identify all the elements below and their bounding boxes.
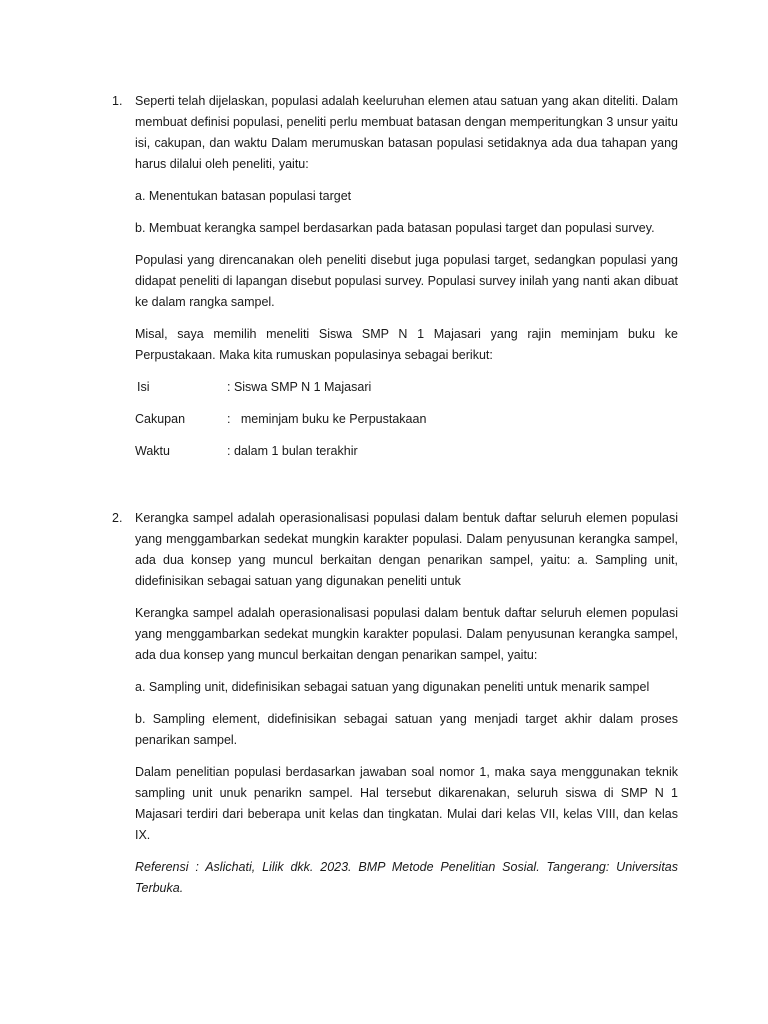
definition-row-waktu [135, 441, 678, 462]
definition-row-isi [135, 377, 678, 398]
definition-value: : dalam 1 bulan terakhir [227, 444, 358, 458]
answer-item-1 [112, 91, 678, 473]
definition-key: Cakupan [135, 412, 186, 426]
answer-body [135, 508, 678, 899]
step-a: a. Menentukan batasan populasi target [135, 189, 352, 203]
example-paragraph: Misal, saya memilih meneliti Siswa SMP N 1 Majasari yang rajin meminjam buku ke Perpustakaan. Maka kita rumuskan populasinya sebagai berikut: [135, 327, 678, 362]
method-paragraph: Dalam penelitian populasi berdasarkan jawaban soal nomor 1, maka saya menggunakan teknik sampling unit unuk penarikn sampel. Hal tersebut dikarenakan, seluruh siswa di SMP N 1 Majasari terdiri dari beberapa unit kelas dan tingkatan. Mulai dari kelas VII, kelas VIII, dan kelas IX. [135, 765, 678, 842]
step-b: b. Membuat kerangka sampel berdasarkan pada batasan populasi target dan populasi survey. [135, 221, 655, 235]
item-number: 2. [112, 511, 123, 525]
reference: Referensi : Aslichati, Lilik dkk. 2023. BMP Metode Penelitian Sosial. Tangerang: Universitas Terbuka. [135, 860, 678, 895]
definition-key: Isi [137, 380, 150, 394]
definition-row-cakupan [135, 409, 678, 430]
population-target-paragraph: Populasi yang direncanakan oleh peneliti disebut juga populasi target, sedangkan populasi yang didapat peneliti di lapangan disebut populasi survey. Populasi survey inilah yang nanti akan dibuat ke dalam rangka sampel. [135, 253, 678, 309]
item-number: 1. [112, 94, 123, 108]
answer-body [135, 91, 678, 462]
definition-value: : meminjam buku ke Perpustakaan [227, 412, 427, 426]
concept-a: a. Sampling unit, didefinisikan sebagai satuan yang digunakan peneliti untuk menarik sampel [135, 680, 650, 694]
definition-key: Waktu [135, 444, 170, 458]
intro-paragraph: Seperti telah dijelaskan, populasi adalah keeluruhan elemen atau satuan yang akan diteliti. Dalam membuat definisi populasi, peneliti perlu membuat batasan dengan memperitungkan 3 unsur yaitu isi, cakupan, dan waktu Dalam merumuskan batasan populasi setidaknya ada dua tahapan yang harus dilalui oleh peneliti, yaitu: [135, 94, 678, 171]
definition-value: : Siswa SMP N 1 Majasari [227, 380, 372, 394]
concept-b: b. Sampling element, didefinisikan sebagai satuan yang menjadi target akhir dalam proses penarikan sampel. [135, 712, 678, 747]
intro-paragraph: Kerangka sampel adalah operasionalisasi populasi dalam bentuk daftar seluruh elemen populasi yang menggambarkan sedekat mungkin karakter populasi. Dalam penyusunan kerangka sampel, ada dua konsep yang muncul berkaitan dengan penarikan sampel, yaitu: a. Sampling unit, didefinisikan sebagai satuan yang digunakan peneliti untuk [135, 511, 678, 588]
repeat-paragraph: Kerangka sampel adalah operasionalisasi populasi dalam bentuk daftar seluruh elemen populasi yang menggambarkan sedekat mungkin karakter populasi. Dalam penyusunan kerangka sampel, ada dua konsep yang muncul berkaitan dengan penarikan sampel, yaitu: [135, 606, 678, 662]
answer-item-2 [112, 508, 678, 910]
